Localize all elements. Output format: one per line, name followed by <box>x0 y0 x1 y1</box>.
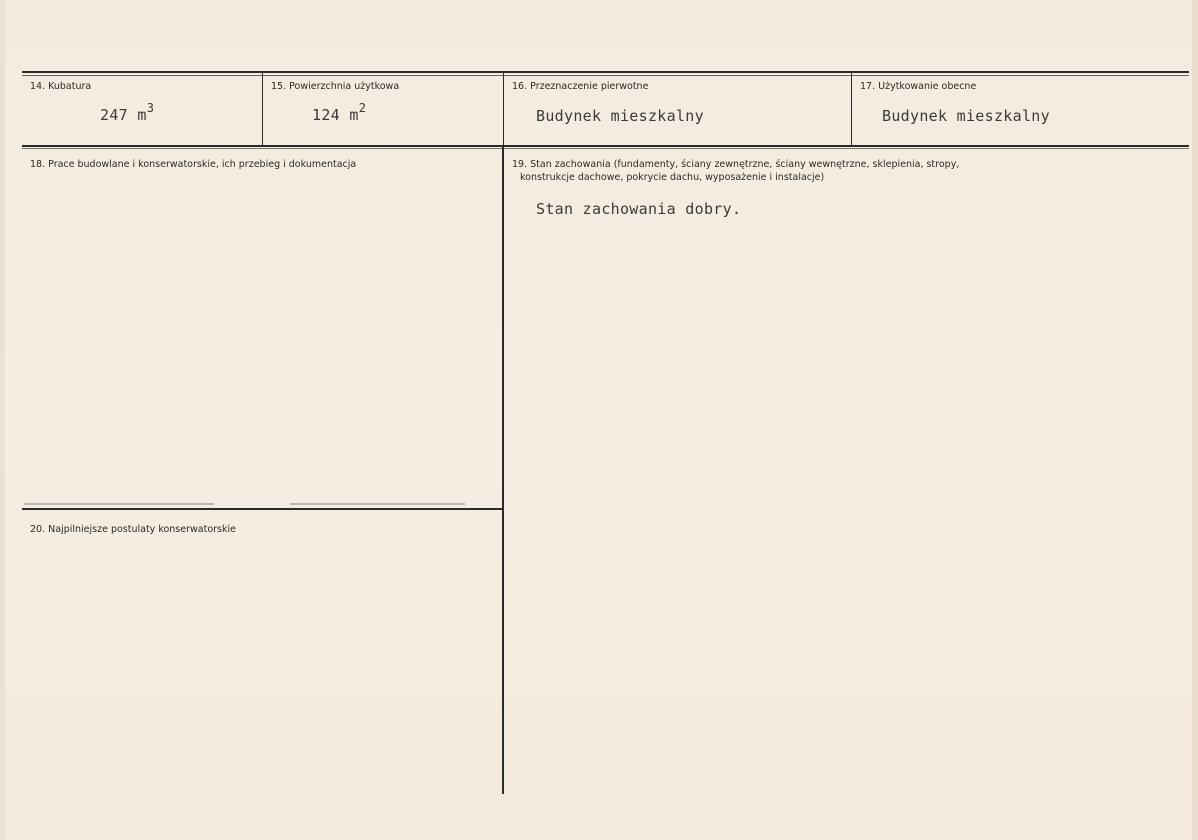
powierzchnia-number: 124 <box>312 106 340 124</box>
kubatura-number: 247 <box>100 106 128 124</box>
row-rule <box>22 145 1189 147</box>
kubatura-unit: m <box>137 106 147 124</box>
field-14-label: 14. Kubatura <box>30 81 92 92</box>
divider-main <box>502 147 504 794</box>
powierzchnia-exponent: 2 <box>358 101 367 115</box>
top-rule <box>22 71 1189 73</box>
field-18-label: 18. Prace budowlane i konserwatorskie, ich przebieg i dokumentacja <box>30 159 357 170</box>
field-17-label: 17. Użytkowanie obecne <box>860 81 977 92</box>
field-15-label: 15. Powierzchnia użytkowa <box>271 81 400 92</box>
kubatura-exponent: 3 <box>146 101 155 115</box>
divider-14-15 <box>262 73 263 146</box>
faint-dash <box>290 503 465 505</box>
card-edge-left <box>0 0 5 840</box>
rule-18-20 <box>22 508 502 510</box>
field-19-label-line1: 19. Stan zachowania (fundamenty, ściany zewnętrzne, ściany wewnętrzne, sklepienia, stropy, <box>512 159 960 170</box>
row-rule-thin <box>22 148 1189 149</box>
field-19-label-line2: konstrukcje dachowe, pokrycie dachu, wyposażenie i instalacje) <box>520 172 825 183</box>
divider-16-17 <box>851 73 852 146</box>
field-14-value <box>100 101 155 124</box>
field-19-value: Stan zachowania dobry. <box>536 200 742 218</box>
field-16-value: Budynek mieszkalny <box>536 107 704 125</box>
card-edge-right <box>1192 0 1198 840</box>
field-20-label: 20. Najpilniejsze postulaty konserwatorskie <box>30 524 236 535</box>
divider-15-16 <box>503 73 504 146</box>
faint-dash <box>24 503 214 505</box>
field-17-value: Budynek mieszkalny <box>882 107 1050 125</box>
field-16-label: 16. Przeznaczenie pierwotne <box>512 81 649 92</box>
top-rule-thin <box>22 75 1189 76</box>
field-15-value <box>312 101 367 124</box>
powierzchnia-unit: m <box>349 106 359 124</box>
